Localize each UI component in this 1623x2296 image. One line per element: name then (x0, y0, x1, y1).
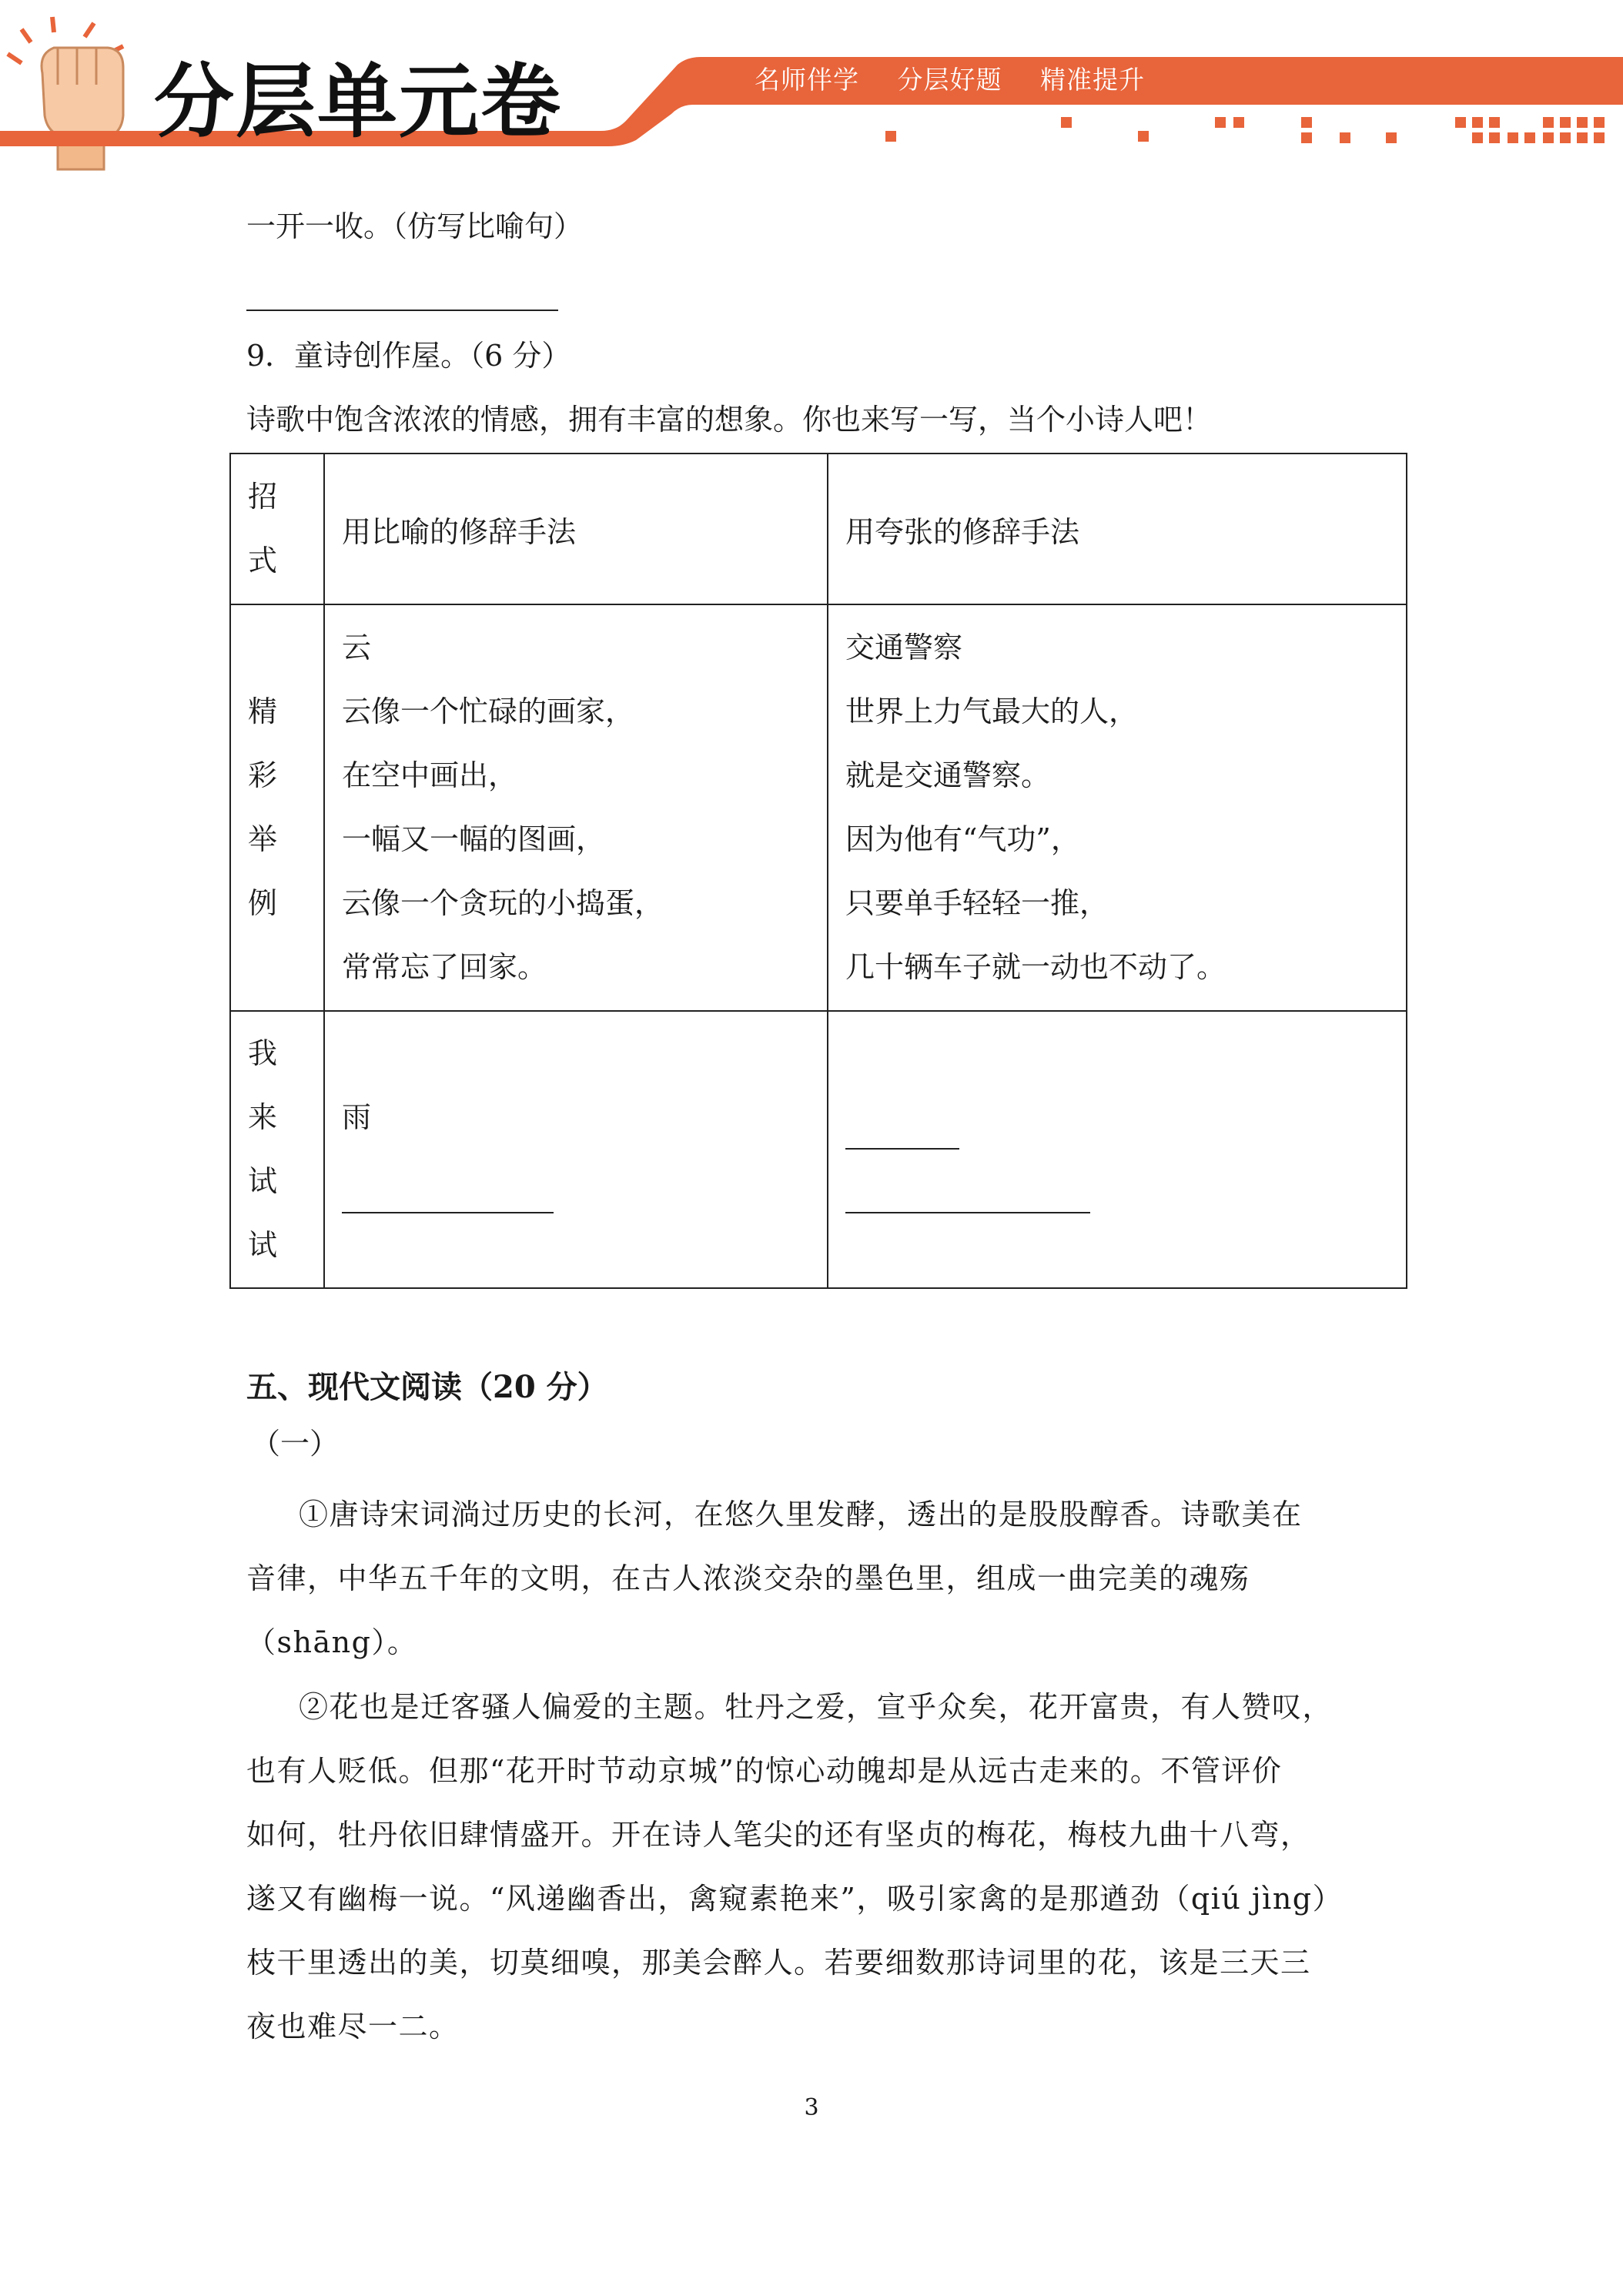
row-label-cell (230, 454, 324, 604)
row-label-cell (230, 604, 324, 1011)
poem-line: 云像一个贪玩的小捣蛋， (342, 886, 664, 920)
header-cell (828, 454, 1407, 604)
row-label: 招式 (248, 480, 278, 577)
paragraph-1-line: 音律，中华五千年的文明，在古人浓淡交杂的墨色里，组成一曲完美的魂殇 (246, 1561, 1250, 1595)
answer-blank-line[interactable] (246, 308, 558, 311)
brand-title: 分层单元卷 (154, 55, 563, 149)
poem-line: 因为他有“气功”， (845, 822, 1080, 856)
row-label: 精彩举例 (248, 694, 278, 920)
example-exaggeration-poem (828, 616, 1406, 999)
answer-blank-line[interactable] (845, 1173, 1090, 1213)
example-cell (828, 604, 1407, 1011)
poem-line: 在空中画出， (342, 758, 518, 792)
poem-line: 只要单手轻轻一推， (845, 886, 1109, 920)
table-row (230, 454, 1407, 604)
question-9-description: 诗歌中饱含浓浓的情感，拥有丰富的想象。你也来写一写，当个小诗人吧！ (246, 403, 1213, 437)
try-cell (324, 1011, 828, 1288)
table-row (230, 1011, 1407, 1288)
paragraph-2-line: 枝干里透出的美，切莫细嗅，那美会醉人。若要细数那诗词里的花，该是三天三 (246, 1946, 1311, 1980)
paragraph-1-line: （shāng）。 (246, 1625, 418, 1659)
poem-line: 云 (342, 631, 372, 664)
slogan-item: 名师伴学 (755, 65, 859, 95)
question-9-title: 9．童诗创作屋。（6 分） (246, 339, 571, 373)
table-row (230, 604, 1407, 1011)
answer-blank-row[interactable] (845, 1086, 1406, 1150)
paragraph-2-line: 也有人贬低。但那“花开时节动京城”的惊心动魄却是从远古走来的。不管评价 (246, 1754, 1283, 1788)
paragraph-2-line: 遂又有幽梅一说。“风递幽香出，禽窥素艳来”，吸引家禽的是那遒劲（qiú jìng） (246, 1882, 1344, 1916)
section-heading: 五、现代文阅读（20 分） (246, 1369, 608, 1405)
paragraph-2-line: 如何，牡丹依旧肆情盛开。开在诗人笔尖的还有坚贞的梅花，梅枝九曲十八弯， (246, 1818, 1311, 1852)
answer-blank-line[interactable] (342, 1173, 554, 1213)
try-cell (828, 1011, 1407, 1288)
answer-blank-row[interactable] (342, 1150, 827, 1213)
paragraph-1-line: ①唐诗宋词淌过历史的长河，在悠久里发酵，透出的是股股醇香。诗歌美在 (299, 1498, 1303, 1531)
try-title: 雨 (342, 1100, 372, 1134)
poem-line: 常常忘了回家。 (342, 950, 547, 984)
page-header (0, 0, 1623, 177)
poem-line: 就是交通警察。 (845, 758, 1051, 792)
question-8-tail: 一开一收。（仿写比喻句） (246, 209, 584, 243)
slogan-item: 分层好题 (897, 65, 1002, 95)
header-exaggeration: 用夸张的修辞手法 (845, 514, 1080, 549)
header-slogan (755, 60, 1174, 96)
poem-line: 一幅又一幅的图画， (342, 822, 606, 856)
fist-icon (8, 17, 123, 169)
answer-blank-title-line[interactable] (845, 1110, 959, 1150)
header-cell (324, 454, 828, 604)
poem-creation-table (229, 453, 1407, 1289)
slogan-item: 精准提升 (1040, 65, 1145, 95)
poem-line: 交通警察 (845, 631, 963, 664)
row-label: 我来试试 (248, 1036, 278, 1262)
paragraph-2-line: 夜也难尽一二。 (246, 2010, 460, 2043)
poem-line: 世界上力气最大的人， (845, 694, 1139, 728)
try-exaggeration (828, 1086, 1406, 1213)
poem-line: 云像一个忙碌的画家， (342, 694, 635, 728)
example-metaphor-poem (325, 616, 827, 999)
poem-line: 几十辆车子就一动也不动了。 (845, 950, 1226, 984)
header-metaphor: 用比喻的修辞手法 (342, 514, 577, 549)
page-number: 3 (804, 2094, 819, 2121)
row-label-cell (230, 1011, 324, 1288)
paragraph-2-line: ②花也是迁客骚人偏爱的主题。牡丹之爱，宣乎众矣，花开富贵，有人赞叹， (299, 1690, 1334, 1724)
try-metaphor (325, 1086, 827, 1213)
example-cell (324, 604, 828, 1011)
answer-blank-row[interactable] (845, 1150, 1406, 1213)
part-label: （一） (251, 1427, 340, 1461)
